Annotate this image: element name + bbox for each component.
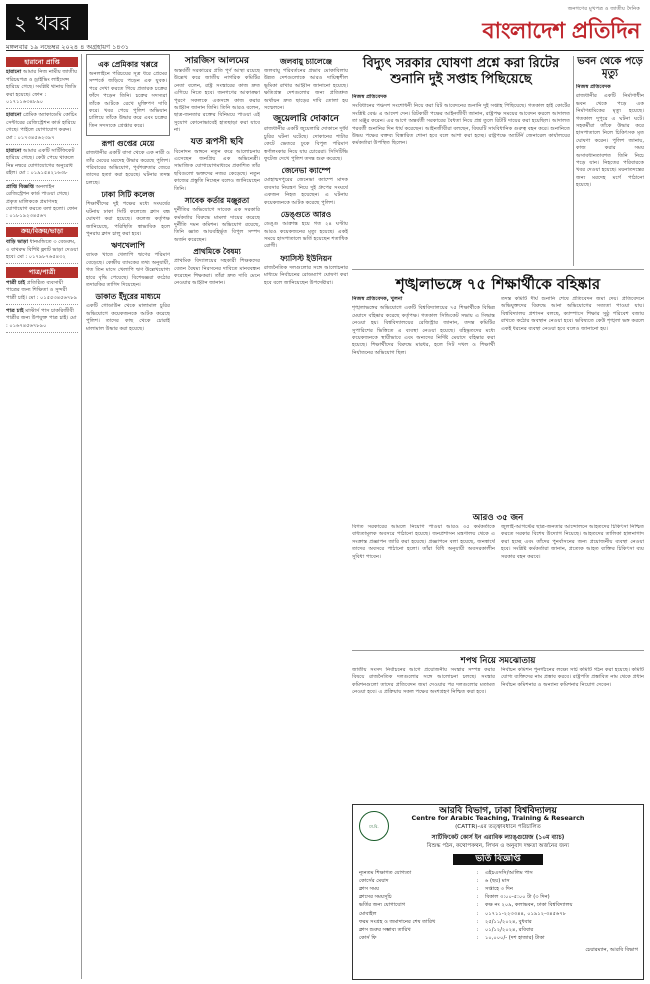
emblem-text: ঢা.বি.	[369, 823, 379, 829]
ad-course-name: সার্টিফিকেট কোর্স ইন এরাবিক ল্যাঙ্গুয়েজ (১০ম ব্যাচ)	[431, 834, 565, 841]
article-body: দুর্নীতির অভিযোগে সাবেক এক সরকারি কর্মকর্তার বিরুদ্ধে মামলা দায়ের করেছে দুর্নীতি দমন কমিশন। অভিযোগ রয়েছে, তিনি জ্ঞাত আয়বহির্ভূত বিপুল সম্পদ অর্জন করেছেন।	[174, 207, 260, 243]
news-column-d	[264, 54, 348, 979]
main-story-body-wrap	[352, 94, 570, 266]
row-label: ভর্তির জন্য যোগাযোগ	[359, 902, 406, 909]
article-body: প্রাথমিক বিদ্যালয়ের সহকারী শিক্ষকদের বেতন বৈষম্য নিরসনের দাবিতে মানববন্ধন করেছেন শিক্ষকরা। তাঁরা দ্রুত দাবি মেনে নেওয়ার আহ্বান জানান।	[174, 258, 260, 287]
article-body: ডেঙ্গু আক্রান্ত হয়ে গত ২৪ ঘণ্টায় আরও কয়েকজনের মৃত্যু হয়েছে। একই সময়ে হাসপাতালে ভর্তি হয়েছেন শতাধিক রোগী।	[264, 221, 348, 250]
ad-text: মাস্টার্স পাস চাকরিজীবী পাত্রীর জন্য উপযুক্ত পাত্র চাই।	[6, 307, 74, 322]
table-row	[358, 935, 638, 943]
article-body: অন্তর্বর্তী সরকারের প্রতি পূর্ণ আস্থা রয়েছে উল্লেখ করে জাতীয় নাগরিক কমিটির নেতা বলেন, রাষ্ট্র সংস্কারের কাজ দ্রুত এগিয়ে নিতে হবে। জনগণের আকাঙ্ক্ষা পূরণে সকলকে একসঙ্গে কাজ করার আহ্বান জানান তিনি। তিনি আরও বলেন, ছাত্র-জনতার রক্তের বিনিময়ে পাওয়া এই সুযোগ কোনোভাবেই হাতছাড়া করা যাবে না।	[174, 68, 260, 134]
ad-phone: মো : ০১৭৯৮৭৬৫৪৩২	[17, 253, 66, 260]
side-story-headline: ভবন থেকে পড়ে মৃত্যু	[577, 56, 643, 79]
row-separator: :	[476, 926, 479, 933]
classified-ad	[6, 308, 78, 333]
classified-ad	[6, 148, 78, 181]
article-body: রাজধানীর একটি বাসা থেকে এক নারী ও তাঁর মেয়ের মরদেহ উদ্ধার করেছে পুলিশ। পরিবারের অভিযোগ, পূর্বশত্রুতার জেরে তাদের হত্যা করা হয়েছে। ঘটনার তদন্ত চলছে।	[86, 150, 170, 186]
third-story-col2	[501, 667, 644, 799]
news-column-b	[86, 54, 170, 979]
row-separator: :	[476, 894, 479, 901]
ad-text: প্রতিষ্ঠিত ব্যবসায়ী পাত্রের জন্য শিক্ষিতা ও সুন্দরী পাত্রী চাই।	[6, 279, 67, 301]
second-story-col1	[352, 524, 495, 646]
classified-ad	[6, 112, 78, 145]
ad-phone: মো : ০১৭৩৪৫৬২৩৯৭	[6, 134, 55, 141]
classifieds-section-lost-found: হারানো প্রাপ্তি	[6, 57, 78, 67]
table-row	[358, 918, 638, 926]
row-label: কোর্স ফি	[359, 935, 377, 942]
ad-title: হারানো	[6, 112, 22, 119]
classified-ad	[6, 280, 78, 305]
table-row	[358, 885, 638, 893]
article-headline: ডাকাত ইঁদুরের মাধ্যমে	[95, 292, 161, 302]
article-headline: ডেঙ্গুতে আরও	[280, 210, 332, 220]
article-body: জলবায়ু পরিবর্তনের প্রভাব মোকাবিলায় উন্নত দেশগুলোকে আরও দায়িত্বশীল ভূমিকা রাখার আহ্বান জানানো হয়েছে। ক্ষতিগ্রস্ত দেশগুলোর জন্য প্রতিশ্রুত অর্থায়ন দ্রুত ছাড়ের দাবি তোলা হয় সম্মেলনে।	[264, 68, 348, 112]
row-label: ক্লাসের সময়সূচি	[359, 894, 392, 901]
classified-ad	[6, 69, 78, 109]
masthead-logo	[440, 6, 640, 51]
row-separator: :	[476, 935, 479, 942]
third-story-body: জাতীয় সংসদ নির্বাচনের আগে প্রয়োজনীয় সংস্কার সম্পন্ন করার বিষয়ে রাজনৈতিক দলগুলোর সঙ্গে আলোচনা চলছে। সংস্কার কমিশনগুলো তাদের প্রতিবেদন জমা দেওয়ার পর দলগুলোর মতামত নেওয়া হবে। এ প্রক্রিয়ায় সকল পক্ষের অংশগ্রহণ নিশ্চিত করা হবে।	[352, 667, 495, 696]
classifieds-section-rent: ক্রয়/বিক্রয়/ভাড়া	[6, 227, 78, 237]
lead-story-col2	[501, 296, 644, 506]
classified-ad	[6, 184, 78, 224]
article-headline: জেনেভা ক্যাম্পে	[281, 166, 331, 176]
article-body: বিনোদন অঙ্গনে নতুন করে আলোচনায় এসেছেন জনপ্রিয় এক অভিনেত্রী। সামাজিক যোগাযোগমাধ্যমে প্রকাশিত তাঁর ছবিগুলো ভক্তদের নজর কেড়েছে। নতুন কাজের প্রস্তুতি নিচ্ছেন বলেও জানিয়েছেন তিনি।	[174, 148, 260, 192]
ad-line: বিশুদ্ধ পঠন, কথোপকথন, লিখন ও অনুবাদ দক্ষতা অর্জনের জন্য	[426, 843, 570, 849]
paper-name: বাংলাদেশ প্রতিদিন	[482, 18, 640, 44]
article-body: শিক্ষার্থীদের দুই পক্ষের মধ্যে সংঘর্ষের ঘটনায় ঢাকা সিটি কলেজে ক্লাস বন্ধ ঘোষণা করা হয়েছে। কলেজ কর্তৃপক্ষ জানিয়েছে, পরিস্থিতি স্বাভাবিক হলে পুনরায় ক্লাস চালু করা হবে।	[86, 201, 170, 237]
main-story-body: সংবিধানের পঞ্চদশ সংশোধনী নিয়ে করা রিট আবেদনের শুনানি দুই সপ্তাহ পিছিয়েছে। গতকাল হাই কোর্টের সংশ্লিষ্ট বেঞ্চ এ আদেশ দেন। রিটকারী পক্ষের আইনজীবী জানান, রাষ্ট্রপক্ষ সময়ের আবেদন করলে আদালত তা মঞ্জুর করেন। এর আগে অন্তর্বর্তী সরকারের বৈধতা নিয়ে প্রশ্ন তুলে রিটটি দায়ের করা হয়েছিল। আদালত পরবর্তী শুনানির দিন ধার্য করেছেন। আইনজীবীরা বলছেন, বিষয়টি সাংবিধানিক গুরুত্ব বহন করে। শুনানিতে উভয় পক্ষের বক্তব্য বিস্তারিত শোনা হবে বলে আশা করা হচ্ছে। রাষ্ট্রপক্ষে অ্যাটর্নি জেনারেল কার্যালয়ের কর্মকর্তারা উপস্থিত ছিলেন।	[352, 103, 570, 147]
table-row	[358, 894, 638, 902]
row-label: ন্যূনতম শিক্ষাগত যোগ্যতা	[359, 869, 412, 876]
header-divider	[6, 50, 644, 51]
row-label: কোর্সের মেয়াদ	[359, 877, 389, 884]
third-story-body-continued: নির্বাচন কমিশন পুনর্গঠনের লক্ষ্যে সার্চ কমিটি গঠন করা হয়েছে। কমিটি যোগ্য ব্যক্তিদের নাম প্রস্তাব করবে। রাষ্ট্রপতি প্রস্তাবিত নাম থেকে প্রধান নির্বাচন কমিশনার ও অন্যান্য কমিশনার নিয়োগ দেবেন।	[501, 667, 644, 688]
row-value: বিকাল ৩:০০-৫:০০ টা (৩ দিন)	[484, 894, 550, 901]
side-story-body: রাজধানীর একটি নির্মাণাধীন ভবন থেকে পড়ে এক নির্মাণশ্রমিকের মৃত্যু হয়েছে। গতকাল দুপুরে এ ঘটনা ঘটে। সহকর্মীরা তাঁকে উদ্ধার করে হাসপাতালে নিলে চিকিৎসক মৃত ঘোষণা করেন। পুলিশ জানায়, কাজ করার সময় অসাবধানতাবশত তিনি নিচে পড়ে যান। নিহতের পরিবারকে খবর দেওয়া হয়েছে। ময়নাতদন্তের জন্য মরদেহ মর্গে পাঠানো হয়েছে।	[576, 93, 644, 189]
ad-phone: ফোন : ০১৮১৯২৩৪৫৬৭	[6, 205, 78, 220]
row-value: সপ্তাহে ৩ দিন	[484, 885, 513, 892]
article-body: অনলাইনে পরিচয়ের সূত্র ধরে প্রেমের সম্পর্কে জড়িয়ে পড়েন এক যুবক। পরে দেখা করতে গিয়ে প্রতারক চক্রের ফাঁদে পড়েন তিনি। চক্রের সদস্যরা তাঁকে আটকে রেখে মুক্তিপণ দাবি করে। খবর পেয়ে পুলিশ অভিযান চালিয়ে তাঁকে উদ্ধার করে এবং চক্রের তিন সদস্যকে গ্রেপ্তার করে।	[89, 71, 167, 129]
article-body: মোহাম্মদপুরের জেনেভা ক্যাম্পে মাদক ব্যবসার নিয়ন্ত্রণ নিয়ে দুই গ্রুপের সংঘর্ষে একজন নিহত হয়েছেন। এ ঘটনায় কয়েকজনকে আটক করেছে পুলিশ।	[264, 177, 348, 206]
university-emblem-icon	[359, 811, 389, 841]
lead-story-body-continued: তদন্ত কমিটি দীর্ঘ শুনানি শেষে প্রতিবেদন জমা দেয়। প্রতিবেদনে অভিযুক্তদের বিরুদ্ধে আনা অভিযোগের সত্যতা পাওয়া যায়। বিশ্ববিদ্যালয় প্রশাসন বলছে, ক্যাম্পাসে শিক্ষার সুষ্ঠু পরিবেশ বজায় রাখতে কঠোর অবস্থান নেওয়া হবে। ভবিষ্যতে কেউ শৃঙ্খলা ভঙ্গ করলে একই ধরনের ব্যবস্থা নেওয়া হবে বলেও জানানো হয়।	[501, 296, 644, 332]
ad-phone: ফোন : ০১৭১১৬৩৪৮৯০	[6, 91, 47, 106]
side-story-body-wrap	[576, 84, 644, 266]
ad-text: ধানমন্ডিতে ৩ বেডরুম, ৩ বাথরুম বিশিষ্ট ফ্ল্যাট ভাড়া দেওয়া হবে।	[6, 239, 78, 260]
ad-title: পাত্রী চাই	[6, 279, 26, 286]
ad-phone: মো : ০১৬৭৪৫৬৭৮৯০	[6, 315, 77, 329]
ad-text: আমার নিজ নামীয় জাতীয় পরিচয়পত্র ও ড্রাইভিং লাইসেন্স হারিয়ে গেছে। সংশ্লিষ্ট থানায় জিডি করা হয়েছে।	[6, 69, 77, 98]
column-divider	[573, 56, 574, 266]
ad-phone: মো : ০১৯১৫৪২১৬৩৮	[18, 170, 68, 177]
main-story-reporter: নিজস্ব প্রতিবেদক	[352, 94, 387, 100]
side-story-reporter: নিজস্ব প্রতিবেদক	[576, 84, 611, 90]
article-body: ব্যাংক খাতে খেলাপি ঋণের পরিমাণ বেড়েছে। কেন্দ্রীয় ব্যাংকের তথ্য অনুযায়ী, গত তিন মাসে খেলাপি ঋণ উল্লেখযোগ্য হারে বৃদ্ধি পেয়েছে। বিশেষজ্ঞরা কঠোর তদারকির তাগিদ দিয়েছেন।	[86, 252, 170, 288]
row-separator: :	[476, 918, 479, 925]
table-row	[358, 902, 638, 910]
ad-phone: মো : ০১৫৫৩৪৫৬৭৮৯	[28, 294, 78, 301]
row-label: ক্লাস শুরুর সম্ভাব্য তারিখ	[359, 926, 411, 933]
admission-advertisement	[352, 804, 644, 980]
section-divider	[352, 269, 644, 270]
article-headline: সাবেক কর্তার মঞ্জুরতা	[184, 196, 250, 206]
classifieds-section-matrimony: পাত্র/পাত্রী	[6, 267, 78, 277]
article-headline: জলবায়ু চ্যালেঞ্জে	[279, 57, 333, 66]
row-value: ২৫/১১/২০২৪, বুধবার	[484, 918, 532, 925]
row-label: ফরম সংগ্রহ ও জমাদানের শেষ তারিখ	[359, 918, 436, 925]
ad-title: বাড়ি ভাড়া	[6, 239, 28, 246]
second-story-body: বিগত সরকারের আমলে নিয়োগ পাওয়া আরও ৩৫ কর্মকর্তাকে বাধ্যতামূলক অবসরে পাঠানো হয়েছে। জনপ্রশাসন মন্ত্রণালয় থেকে এ সংক্রান্ত প্রজ্ঞাপন জারি করা হয়েছে। প্রজ্ঞাপনে বলা হয়েছে, জনস্বার্থে তাদের অবসরে পাঠানো হলো। তাঁরা বিধি অনুযায়ী অবসরকালীন সুবিধা পাবেন।	[352, 524, 495, 560]
news-column-c	[174, 54, 260, 979]
ad-text: আমার একটি সার্টিফিকেট হারিয়ে গেছে। কেউ পেয়ে থাকলে নিম্ন নম্বরে যোগাযোগের অনুরোধ রইল।	[6, 148, 75, 177]
row-value: কক্ষ নং ২০৯, কলাভবন, ঢাকা বিশ্ববিদ্যালয়	[484, 902, 573, 909]
ad-title: আরবি বিভাগ, ঢাকা বিশ্ববিদ্যালয়	[439, 806, 557, 816]
table-row	[358, 926, 638, 934]
page-number-value: ২	[14, 11, 28, 35]
section-name: খবর	[35, 11, 71, 35]
row-value: এইচএসসি/আলিম পাস	[484, 869, 533, 876]
table-row	[358, 910, 638, 918]
ad-text: প্রেমিক অ্যাকাডেমি কোচিং সেন্টারের রেজিস্ট্রেশন কার্ড হারিয়ে গেছে। পাইলে যোগাযোগ করুন।	[6, 112, 77, 134]
article-headline: যত রূপসী ছবি	[190, 136, 244, 147]
table-row	[358, 877, 638, 885]
classified-ad	[6, 239, 78, 264]
second-story-headline: আরও ৩৫ জন	[472, 513, 524, 523]
article-headline: ফ্যাসিস্ট ইউনিয়ন	[280, 253, 332, 263]
article-box	[86, 54, 170, 136]
ad-title: হারানো	[6, 69, 22, 76]
article-headline: সারজিস আলমের	[185, 56, 249, 66]
ad-subtitle: Centre for Arabic Teaching, Training & Research	[411, 814, 585, 822]
section-divider	[352, 650, 644, 651]
row-label: মোবাইল	[359, 910, 377, 917]
masthead-tagline: জনগণের মুখপত্র ও জাতীয় দৈনিক	[567, 6, 640, 12]
date-line: মঙ্গলবার ১৯ নভেম্বর ২০২৪ ৪ অগ্রহায়ণ ১৪৩১	[6, 43, 129, 51]
table-row	[358, 869, 638, 877]
row-value: ০১৭১১-২২৩৩৪৪, ০১৯১২-৩৪৫৬৭৮	[484, 910, 567, 917]
third-story-headline: শপথ নিয়ে সমঝোতায়	[460, 656, 536, 666]
classifieds-column	[6, 54, 82, 979]
row-value: ০১/১২/২০২৪, রবিবার	[484, 926, 534, 933]
article-headline: প্রাথমিকে বৈষম্য	[193, 247, 241, 257]
second-story-body-continued: জুলাই-আগস্টের ছাত্র-জনতার আন্দোলনে আহতদের চিকিৎসা নিশ্চিত করতে সরকার বিশেষ উদ্যোগ নিয়েছে। আহতদের তালিকা হালনাগাদ করা হচ্ছে এবং তাঁদের পুনর্বাসনের জন্য প্রয়োজনীয় ব্যবস্থা নেওয়া হবে। সংশ্লিষ্ট কর্মকর্তারা জানান, প্রত্যেক আহত ব্যক্তির চিকিৎসা ব্যয় সরকার বহন করবে।	[501, 524, 644, 560]
second-story-col2	[501, 524, 644, 646]
lead-story-headline: শৃঙ্খলাভঙ্গে ৭৫ শিক্ষার্থীকে বহিষ্কার	[395, 275, 601, 293]
lead-story-body: শৃঙ্খলাভঙ্গের অভিযোগে একটি বিশ্ববিদ্যালয়ের ৭৫ শিক্ষার্থীকে বিভিন্ন মেয়াদে বহিষ্কার করেছে কর্তৃপক্ষ। গতকাল সিন্ডিকেট সভায় এ সিদ্ধান্ত নেওয়া হয়। বিশ্ববিদ্যালয়ের রেজিস্ট্রার জানান, তদন্ত কমিটির সুপারিশের ভিত্তিতে এ ব্যবস্থা নেওয়া হয়েছে। বহিষ্কৃতদের মধ্যে কয়েকজনকে স্থায়ীভাবে এবং অন্যদের নির্দিষ্ট মেয়াদে বহিষ্কার করা হয়েছে। শিক্ষার্থীদের বিরুদ্ধে মারধর, হলে সিট দখল ও শিক্ষার্থী নির্যাতনের অভিযোগ ছিল।	[352, 305, 495, 356]
row-separator: :	[476, 885, 479, 892]
row-separator: :	[476, 902, 479, 909]
ad-title: প্রাপ্তি বিজ্ঞপ্তি	[6, 183, 35, 190]
article-headline: রূপা গুপ্তের মেয়ে	[101, 139, 155, 149]
article-headline: এক প্রেমিকার খপ্পরে	[98, 60, 158, 69]
ad-banner: ভর্তি বিজ্ঞপ্তি	[453, 854, 543, 865]
ad-text: অনলাইন রেজিস্ট্রেশন কার্ড পাওয়া গেছে। প্রকৃত মালিককে প্রমাণসহ যোগাযোগ করতে বলা হলো।	[6, 183, 70, 212]
row-separator: :	[476, 869, 479, 876]
ad-title: পাত্র চাই	[6, 307, 24, 314]
main-story-headline: বিদ্যুৎ সরকার ঘোষণা প্রশ্নে করা রিটের শুনানি দুই সপ্তাহ পিছিয়েছে	[362, 56, 560, 87]
article-headline: জুয়েলারি দোকানে	[273, 114, 339, 125]
lead-story-col1	[352, 296, 495, 506]
lead-story-reporter: নিজস্ব প্রতিবেদক, খুলনা	[352, 296, 403, 302]
row-label: ক্লাস সময়	[359, 885, 380, 892]
row-separator: :	[476, 910, 479, 917]
article-body: রাজধানীর একটি জুয়েলারি দোকানে দুর্ধর্ষ চুরির ঘটনা ঘটেছে। দোকানের শাটার কেটে ভেতরে ঢুকে বিপুল পরিমাণ স্বর্ণালংকার নিয়ে যায় চোরেরা। সিসিটিভি ফুটেজ দেখে পুলিশ তদন্ত শুরু করেছে।	[264, 126, 348, 163]
row-value: ১০,০০০/- (দশ হাজার) টাকা	[484, 935, 545, 942]
ad-details-table	[358, 869, 638, 943]
ad-signatory: চেয়ারম্যান, আরবি বিভাগ	[585, 946, 638, 953]
page-number	[6, 4, 88, 40]
row-separator: :	[476, 877, 479, 884]
ad-line: (CATTR)-এর তত্ত্বাবধানে পরিচালিত	[455, 824, 541, 830]
article-body: একটি গোডাউন থেকে মালামাল চুরির অভিযোগে কয়েকজনকে আটক করেছে পুলিশ। তাদের কাছ থেকে চোরাই মালামাল উদ্ধার করা হয়েছে।	[86, 303, 170, 332]
article-headline: ঋণখেলাপি	[111, 241, 145, 251]
third-story-col1	[352, 667, 495, 799]
row-value: ৬ (ছয়) মাস	[484, 877, 510, 884]
ad-title: হারানো	[6, 148, 22, 155]
article-body: রাজনৈতিক দলগুলোর সঙ্গে আলোচনার মাধ্যমে নির্বাচনের রোডম্যাপ ঘোষণা করা হবে বলে জানিয়েছেন উপদেষ্টারা।	[264, 264, 348, 286]
article-headline: ঢাকা সিটি কলেজ	[101, 190, 155, 200]
